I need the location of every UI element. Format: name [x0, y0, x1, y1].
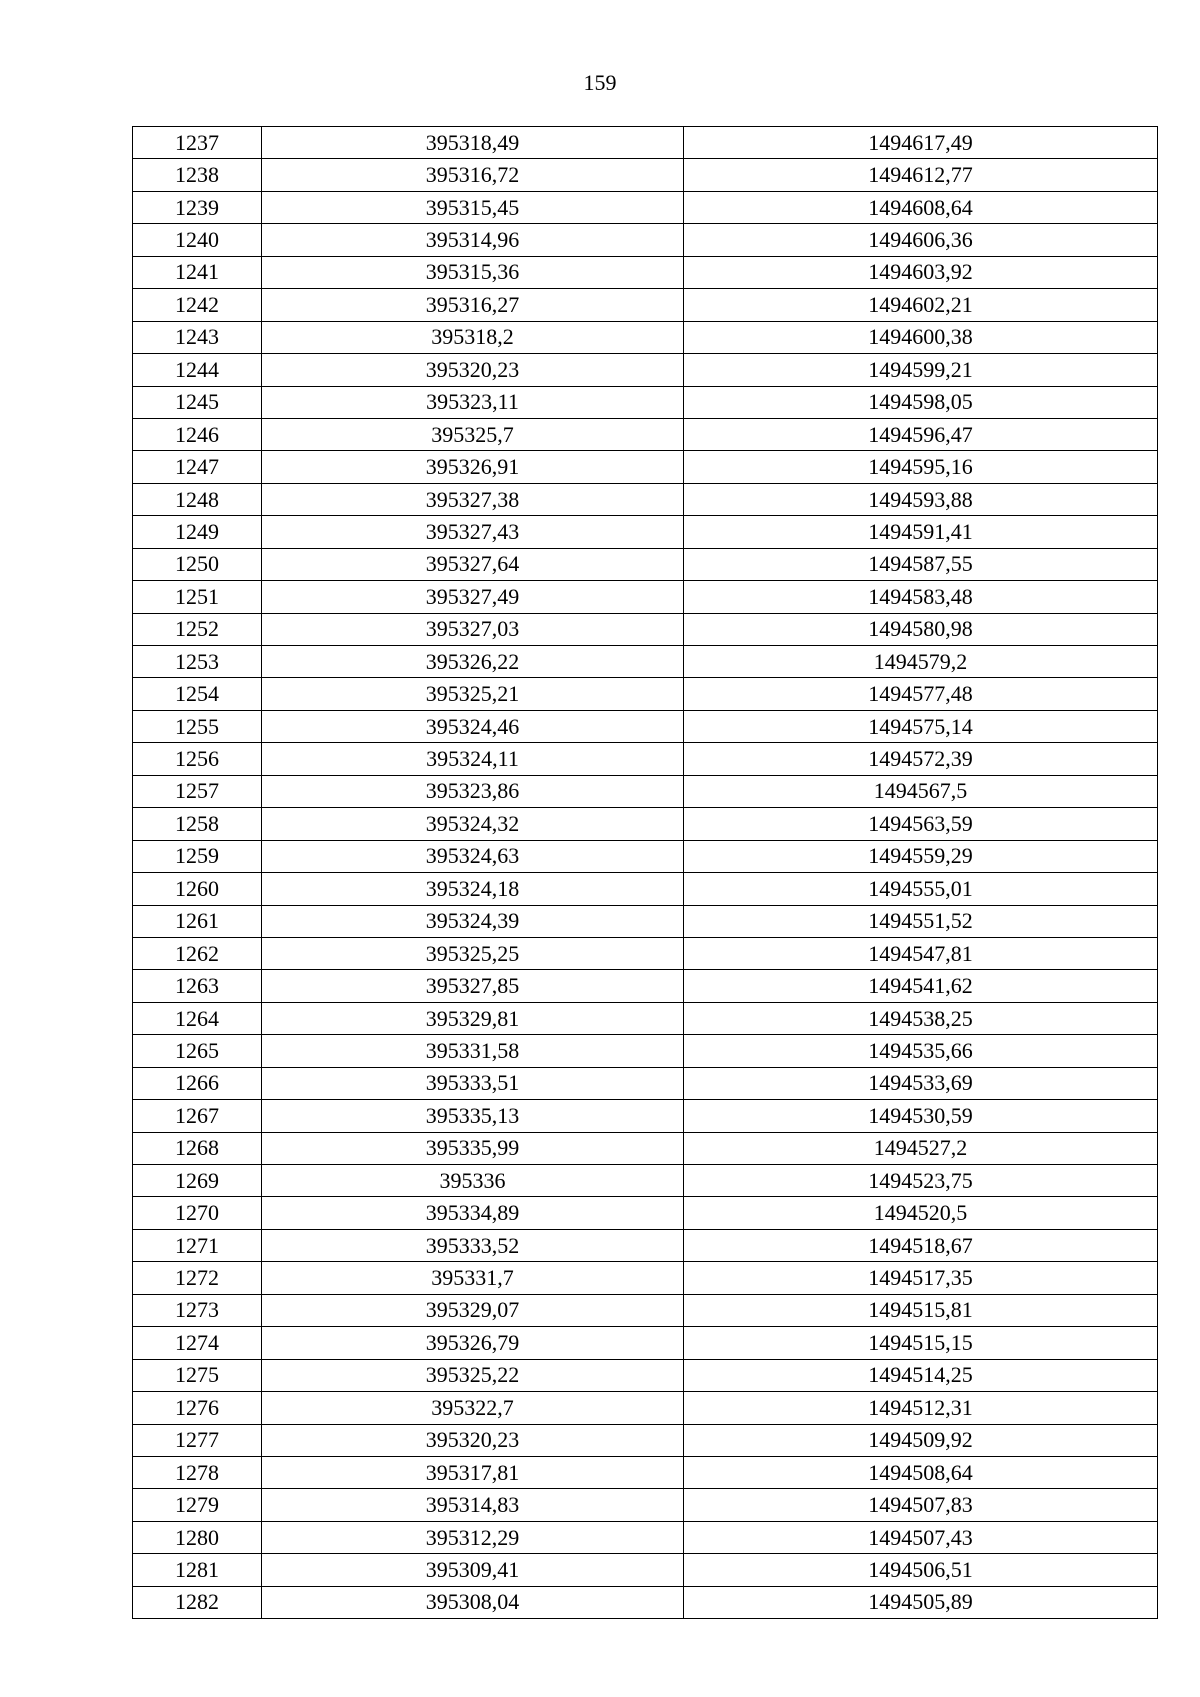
table-row	[133, 1229, 1158, 1261]
table-row	[133, 127, 1158, 159]
point-number-cell: 1281	[133, 1554, 262, 1586]
table-row	[133, 678, 1158, 710]
table-row	[133, 1035, 1158, 1067]
point-number-cell: 1257	[133, 775, 262, 807]
x-coordinate-cell: 395324,39	[262, 905, 684, 937]
y-coordinate-cell: 1494587,55	[684, 548, 1158, 580]
y-coordinate-cell: 1494514,25	[684, 1359, 1158, 1391]
y-coordinate-cell: 1494617,49	[684, 127, 1158, 159]
table-row	[133, 581, 1158, 613]
point-number-cell: 1266	[133, 1067, 262, 1099]
point-number-cell: 1237	[133, 127, 262, 159]
y-coordinate-cell: 1494530,59	[684, 1100, 1158, 1132]
table-row	[133, 1132, 1158, 1164]
x-coordinate-cell: 395323,11	[262, 386, 684, 418]
table-row	[133, 1424, 1158, 1456]
y-coordinate-cell: 1494595,16	[684, 451, 1158, 483]
point-number-cell: 1272	[133, 1262, 262, 1294]
point-number-cell: 1268	[133, 1132, 262, 1164]
x-coordinate-cell: 395322,7	[262, 1392, 684, 1424]
x-coordinate-cell: 395326,91	[262, 451, 684, 483]
x-coordinate-cell: 395316,27	[262, 289, 684, 321]
point-number-cell: 1240	[133, 224, 262, 256]
y-coordinate-cell: 1494567,5	[684, 775, 1158, 807]
point-number-cell: 1260	[133, 873, 262, 905]
x-coordinate-cell: 395325,7	[262, 418, 684, 450]
point-number-cell: 1258	[133, 808, 262, 840]
y-coordinate-cell: 1494563,59	[684, 808, 1158, 840]
table-row	[133, 646, 1158, 678]
table-row	[133, 516, 1158, 548]
point-number-cell: 1254	[133, 678, 262, 710]
x-coordinate-cell: 395320,23	[262, 1424, 684, 1456]
y-coordinate-cell: 1494599,21	[684, 354, 1158, 386]
y-coordinate-cell: 1494612,77	[684, 159, 1158, 191]
y-coordinate-cell: 1494505,89	[684, 1586, 1158, 1618]
point-number-cell: 1277	[133, 1424, 262, 1456]
x-coordinate-cell: 395316,72	[262, 159, 684, 191]
table-row	[133, 1067, 1158, 1099]
y-coordinate-cell: 1494603,92	[684, 256, 1158, 288]
table-row	[133, 1359, 1158, 1391]
table-row	[133, 451, 1158, 483]
x-coordinate-cell: 395324,63	[262, 840, 684, 872]
y-coordinate-cell: 1494515,15	[684, 1327, 1158, 1359]
y-coordinate-cell: 1494572,39	[684, 743, 1158, 775]
x-coordinate-cell: 395315,45	[262, 191, 684, 223]
y-coordinate-cell: 1494520,5	[684, 1197, 1158, 1229]
point-number-cell: 1239	[133, 191, 262, 223]
x-coordinate-cell: 395324,18	[262, 873, 684, 905]
x-coordinate-cell: 395314,96	[262, 224, 684, 256]
x-coordinate-cell: 395314,83	[262, 1489, 684, 1521]
y-coordinate-cell: 1494598,05	[684, 386, 1158, 418]
point-number-cell: 1249	[133, 516, 262, 548]
x-coordinate-cell: 395315,36	[262, 256, 684, 288]
table-row	[133, 613, 1158, 645]
x-coordinate-cell: 395327,43	[262, 516, 684, 548]
y-coordinate-cell: 1494551,52	[684, 905, 1158, 937]
table-row	[133, 1002, 1158, 1034]
table-row	[133, 873, 1158, 905]
point-number-cell: 1271	[133, 1229, 262, 1261]
x-coordinate-cell: 395312,29	[262, 1521, 684, 1553]
y-coordinate-cell: 1494506,51	[684, 1554, 1158, 1586]
x-coordinate-cell: 395318,49	[262, 127, 684, 159]
point-number-cell: 1246	[133, 418, 262, 450]
x-coordinate-cell: 395331,58	[262, 1035, 684, 1067]
x-coordinate-cell: 395309,41	[262, 1554, 684, 1586]
point-number-cell: 1238	[133, 159, 262, 191]
table-row	[133, 548, 1158, 580]
x-coordinate-cell: 395324,32	[262, 808, 684, 840]
point-number-cell: 1259	[133, 840, 262, 872]
y-coordinate-cell: 1494523,75	[684, 1165, 1158, 1197]
x-coordinate-cell: 395326,22	[262, 646, 684, 678]
point-number-cell: 1279	[133, 1489, 262, 1521]
table-row	[133, 710, 1158, 742]
point-number-cell: 1252	[133, 613, 262, 645]
point-number-cell: 1255	[133, 710, 262, 742]
coordinates-table	[132, 126, 1158, 1619]
point-number-cell: 1242	[133, 289, 262, 321]
point-number-cell: 1244	[133, 354, 262, 386]
table-row	[133, 1489, 1158, 1521]
y-coordinate-cell: 1494580,98	[684, 613, 1158, 645]
y-coordinate-cell: 1494538,25	[684, 1002, 1158, 1034]
table-row	[133, 321, 1158, 353]
x-coordinate-cell: 395327,49	[262, 581, 684, 613]
table-row	[133, 354, 1158, 386]
table-row	[133, 1100, 1158, 1132]
table-row	[133, 1262, 1158, 1294]
y-coordinate-cell: 1494547,81	[684, 937, 1158, 969]
x-coordinate-cell: 395317,81	[262, 1456, 684, 1488]
y-coordinate-cell: 1494602,21	[684, 289, 1158, 321]
x-coordinate-cell: 395308,04	[262, 1586, 684, 1618]
table-row	[133, 775, 1158, 807]
y-coordinate-cell: 1494577,48	[684, 678, 1158, 710]
y-coordinate-cell: 1494593,88	[684, 483, 1158, 515]
y-coordinate-cell: 1494518,67	[684, 1229, 1158, 1261]
y-coordinate-cell: 1494555,01	[684, 873, 1158, 905]
y-coordinate-cell: 1494517,35	[684, 1262, 1158, 1294]
point-number-cell: 1253	[133, 646, 262, 678]
y-coordinate-cell: 1494606,36	[684, 224, 1158, 256]
table-row	[133, 256, 1158, 288]
table-row	[133, 418, 1158, 450]
x-coordinate-cell: 395324,46	[262, 710, 684, 742]
y-coordinate-cell: 1494509,92	[684, 1424, 1158, 1456]
x-coordinate-cell: 395333,52	[262, 1229, 684, 1261]
y-coordinate-cell: 1494541,62	[684, 970, 1158, 1002]
table-row	[133, 1294, 1158, 1326]
y-coordinate-cell: 1494600,38	[684, 321, 1158, 353]
table-row	[133, 905, 1158, 937]
x-coordinate-cell: 395327,85	[262, 970, 684, 1002]
x-coordinate-cell: 395331,7	[262, 1262, 684, 1294]
x-coordinate-cell: 395336	[262, 1165, 684, 1197]
table-row	[133, 1521, 1158, 1553]
y-coordinate-cell: 1494533,69	[684, 1067, 1158, 1099]
x-coordinate-cell: 395323,86	[262, 775, 684, 807]
y-coordinate-cell: 1494527,2	[684, 1132, 1158, 1164]
x-coordinate-cell: 395326,79	[262, 1327, 684, 1359]
y-coordinate-cell: 1494535,66	[684, 1035, 1158, 1067]
x-coordinate-cell: 395327,03	[262, 613, 684, 645]
point-number-cell: 1263	[133, 970, 262, 1002]
y-coordinate-cell: 1494579,2	[684, 646, 1158, 678]
y-coordinate-cell: 1494575,14	[684, 710, 1158, 742]
table-row	[133, 1456, 1158, 1488]
point-number-cell: 1276	[133, 1392, 262, 1424]
x-coordinate-cell: 395325,25	[262, 937, 684, 969]
y-coordinate-cell: 1494596,47	[684, 418, 1158, 450]
x-coordinate-cell: 395320,23	[262, 354, 684, 386]
point-number-cell: 1275	[133, 1359, 262, 1391]
point-number-cell: 1251	[133, 581, 262, 613]
table-row	[133, 1165, 1158, 1197]
x-coordinate-cell: 395333,51	[262, 1067, 684, 1099]
y-coordinate-cell: 1494508,64	[684, 1456, 1158, 1488]
x-coordinate-cell: 395334,89	[262, 1197, 684, 1229]
point-number-cell: 1278	[133, 1456, 262, 1488]
x-coordinate-cell: 395335,99	[262, 1132, 684, 1164]
point-number-cell: 1269	[133, 1165, 262, 1197]
x-coordinate-cell: 395325,21	[262, 678, 684, 710]
page-number: 159	[583, 70, 617, 95]
x-coordinate-cell: 395324,11	[262, 743, 684, 775]
x-coordinate-cell: 395325,22	[262, 1359, 684, 1391]
point-number-cell: 1245	[133, 386, 262, 418]
table-row	[133, 1197, 1158, 1229]
x-coordinate-cell: 395329,07	[262, 1294, 684, 1326]
table-row	[133, 191, 1158, 223]
coordinates-table-body	[133, 127, 1158, 1619]
x-coordinate-cell: 395329,81	[262, 1002, 684, 1034]
table-row	[133, 970, 1158, 1002]
point-number-cell: 1256	[133, 743, 262, 775]
table-row	[133, 937, 1158, 969]
point-number-cell: 1264	[133, 1002, 262, 1034]
table-row	[133, 1554, 1158, 1586]
y-coordinate-cell: 1494507,43	[684, 1521, 1158, 1553]
point-number-cell: 1280	[133, 1521, 262, 1553]
y-coordinate-cell: 1494559,29	[684, 840, 1158, 872]
x-coordinate-cell: 395327,38	[262, 483, 684, 515]
y-coordinate-cell: 1494608,64	[684, 191, 1158, 223]
point-number-cell: 1267	[133, 1100, 262, 1132]
point-number-cell: 1243	[133, 321, 262, 353]
table-row	[133, 1586, 1158, 1618]
point-number-cell: 1250	[133, 548, 262, 580]
table-row	[133, 289, 1158, 321]
point-number-cell: 1248	[133, 483, 262, 515]
y-coordinate-cell: 1494512,31	[684, 1392, 1158, 1424]
table-row	[133, 1392, 1158, 1424]
point-number-cell: 1262	[133, 937, 262, 969]
point-number-cell: 1261	[133, 905, 262, 937]
point-number-cell: 1282	[133, 1586, 262, 1618]
table-row	[133, 224, 1158, 256]
table-row	[133, 386, 1158, 418]
table-row	[133, 808, 1158, 840]
y-coordinate-cell: 1494507,83	[684, 1489, 1158, 1521]
x-coordinate-cell: 395335,13	[262, 1100, 684, 1132]
table-row	[133, 159, 1158, 191]
table-row	[133, 1327, 1158, 1359]
table-row	[133, 840, 1158, 872]
point-number-cell: 1273	[133, 1294, 262, 1326]
point-number-cell: 1247	[133, 451, 262, 483]
table-row	[133, 483, 1158, 515]
y-coordinate-cell: 1494515,81	[684, 1294, 1158, 1326]
point-number-cell: 1270	[133, 1197, 262, 1229]
table-row	[133, 743, 1158, 775]
point-number-cell: 1274	[133, 1327, 262, 1359]
y-coordinate-cell: 1494583,48	[684, 581, 1158, 613]
point-number-cell: 1241	[133, 256, 262, 288]
point-number-cell: 1265	[133, 1035, 262, 1067]
x-coordinate-cell: 395327,64	[262, 548, 684, 580]
y-coordinate-cell: 1494591,41	[684, 516, 1158, 548]
x-coordinate-cell: 395318,2	[262, 321, 684, 353]
